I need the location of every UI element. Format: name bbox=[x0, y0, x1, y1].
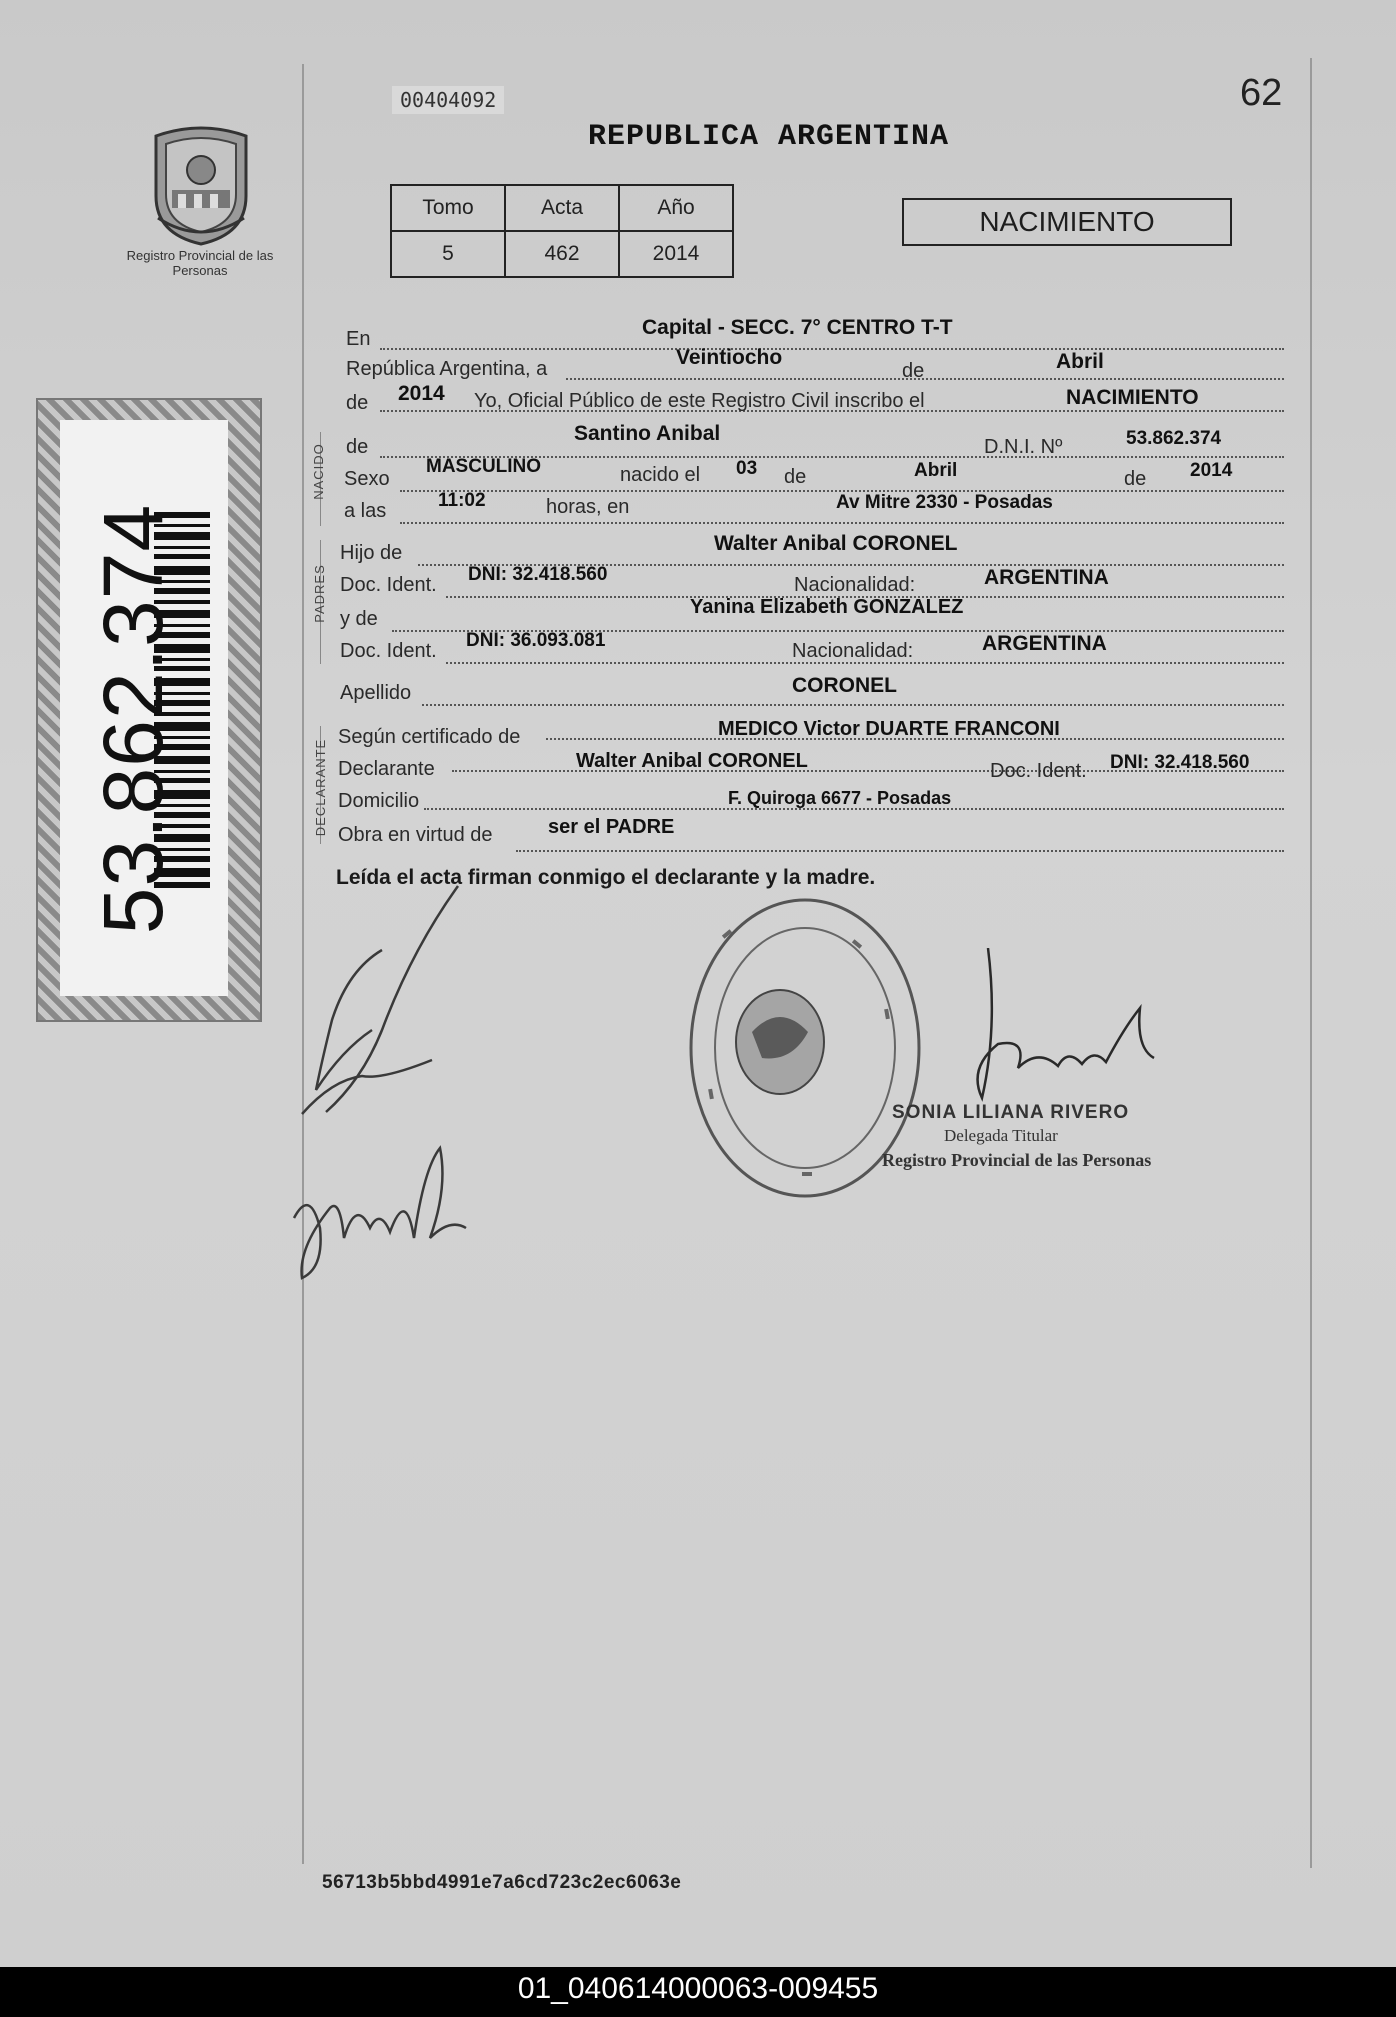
madre-value: Yanina Elizabeth GONZALEZ bbox=[690, 596, 964, 618]
registrar-role: Delegada Titular bbox=[944, 1126, 1058, 1145]
record-header-ano: Año bbox=[619, 185, 733, 231]
hora-value: 11:02 bbox=[438, 490, 486, 511]
record-table bbox=[390, 184, 734, 278]
doc2-label: Doc. Ident. bbox=[340, 640, 437, 662]
footer-id: 01_040614000063-009455 bbox=[517, 1972, 879, 2005]
oficial-text: Yo, Oficial Público de este Registro Civil inscribo el bbox=[474, 390, 925, 412]
year-prefix: de bbox=[346, 392, 369, 414]
nombre-label: de bbox=[346, 436, 369, 458]
obra-label: Obra en virtud de bbox=[338, 824, 493, 846]
en-value: Capital - SECC. 7° CENTRO T-T bbox=[642, 316, 953, 339]
closing-statement: Leída el acta firman conmigo el declarante y la madre. bbox=[336, 866, 876, 889]
declarante-value: Walter Anibal CORONEL bbox=[576, 750, 808, 772]
year-value: 2014 bbox=[398, 382, 445, 405]
nacido-de2: de bbox=[1124, 468, 1147, 490]
apellido-value: CORONEL bbox=[792, 674, 897, 697]
nacido-year: 2014 bbox=[1190, 460, 1233, 481]
padre-value: Walter Anibal CORONEL bbox=[714, 532, 958, 555]
registrar-signature-icon bbox=[958, 948, 1158, 1108]
mother-signature-icon bbox=[290, 1128, 500, 1288]
domicilio-label: Domicilio bbox=[338, 790, 420, 812]
dni-value: 53.862.374 bbox=[1126, 428, 1222, 449]
province-seal-icon bbox=[148, 118, 254, 246]
record-type-box: NACIMIENTO bbox=[902, 198, 1232, 246]
record-value-ano: 2014 bbox=[619, 231, 733, 277]
page-number: 62 bbox=[1240, 72, 1283, 114]
certificado-label: Según certificado de bbox=[338, 726, 521, 748]
hijo-label: Hijo de bbox=[340, 542, 403, 564]
section-label-nacido: NACIDO bbox=[310, 443, 326, 500]
nacido-de1: de bbox=[784, 466, 807, 488]
nacido-day: 03 bbox=[736, 458, 758, 479]
de-label: de bbox=[902, 360, 925, 382]
right-margin-line bbox=[1310, 58, 1312, 1868]
record-header-tomo: Tomo bbox=[391, 185, 505, 231]
yde-label: y de bbox=[340, 608, 378, 630]
sexo-label: Sexo bbox=[344, 468, 390, 490]
barcode-number: 53.862.374 bbox=[86, 503, 180, 935]
doc1-label: Doc. Ident. bbox=[340, 574, 437, 596]
registrar-office: Registro Provincial de las Personas bbox=[882, 1150, 1152, 1170]
sexo-value: MASCULINO bbox=[426, 456, 542, 477]
section-label-declarante: DECLARANTE bbox=[313, 738, 329, 837]
declarant-signature-icon bbox=[262, 880, 462, 1140]
hora-label: a las bbox=[344, 500, 387, 522]
republica-label: República Argentina, a bbox=[346, 358, 548, 380]
page-title: REPUBLICA ARGENTINA bbox=[588, 120, 950, 154]
declarante-doc-value: DNI: 32.418.560 bbox=[1110, 752, 1250, 773]
declarante-doc-label: Doc. Ident. bbox=[990, 760, 1087, 782]
obra-value: ser el PADRE bbox=[548, 816, 675, 838]
record-header-acta: Acta bbox=[505, 185, 619, 231]
day-value: Veintiocho bbox=[676, 346, 783, 369]
horas-label: horas, en bbox=[546, 496, 630, 518]
en-label: En bbox=[346, 328, 371, 350]
lugar-value: Av Mitre 2330 - Posadas bbox=[836, 492, 1053, 513]
section-label-padres: PADRES bbox=[311, 564, 327, 623]
nombre-value: Santino Anibal bbox=[574, 422, 721, 445]
serial-number: 00404092 bbox=[392, 86, 504, 114]
declarante-label: Declarante bbox=[338, 758, 435, 780]
registrar-name: SONIA LILIANA RIVERO bbox=[892, 1102, 1130, 1123]
nac2-label: Nacionalidad: bbox=[792, 640, 914, 662]
nac1-label: Nacionalidad: bbox=[794, 574, 916, 596]
apellido-label: Apellido bbox=[340, 682, 412, 704]
certificado-value: MEDICO Victor DUARTE FRANCONI bbox=[718, 718, 1060, 740]
row-line bbox=[566, 348, 1284, 380]
domicilio-value: F. Quiroga 6677 - Posadas bbox=[728, 788, 952, 808]
doc2-value: DNI: 36.093.081 bbox=[466, 630, 606, 651]
month-value: Abril bbox=[1056, 350, 1104, 373]
doc1-value: DNI: 32.418.560 bbox=[468, 564, 608, 585]
nac1-value: ARGENTINA bbox=[984, 566, 1109, 589]
nacido-label: nacido el bbox=[620, 464, 701, 486]
record-value-acta: 462 bbox=[505, 231, 619, 277]
nacido-month: Abril bbox=[914, 460, 958, 481]
document-hash: 56713b5bbd4991e7a6cd723c2ec6063e bbox=[322, 1872, 682, 1893]
record-value-tomo: 5 bbox=[391, 231, 505, 277]
inscribo-value: NACIMIENTO bbox=[1066, 386, 1199, 409]
dni-label: D.N.I. Nº bbox=[984, 436, 1063, 458]
nac2-value: ARGENTINA bbox=[982, 632, 1107, 655]
seal-caption: Registro Provincial de las Personas bbox=[126, 248, 274, 278]
